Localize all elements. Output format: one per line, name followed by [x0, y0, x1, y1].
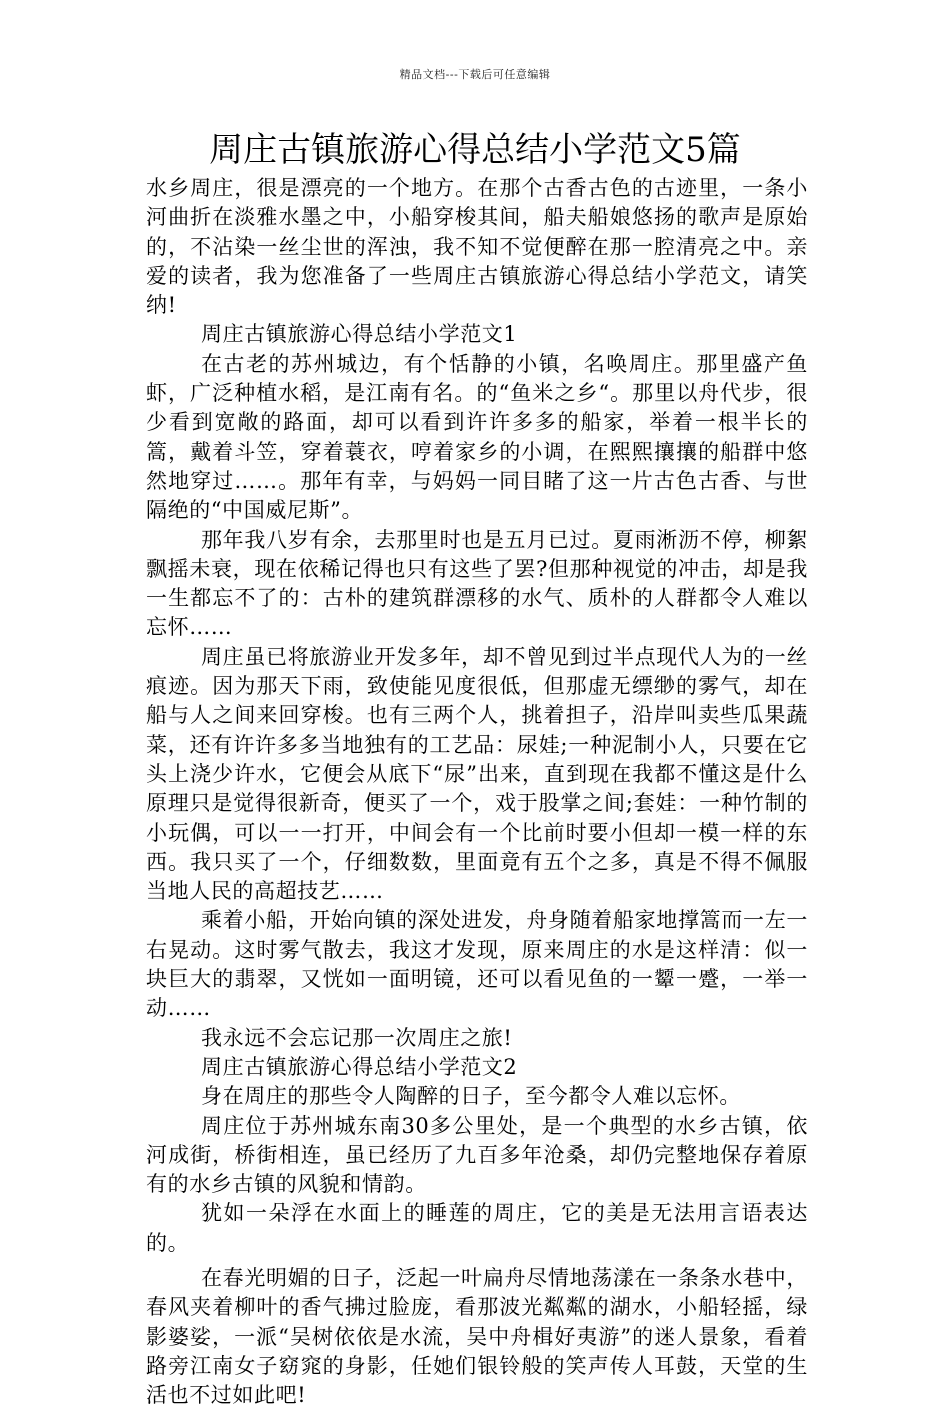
document-body	[146, 174, 808, 1410]
body-paragraph: 乘着小船，开始向镇的深处进发，舟身随着船家地撑篙而一左一右晃动。这时雾气散去，我这才发现，原来周庄的水是这样清：似一块巨大的翡翠，又恍如一面明镜，还可以看见鱼的一颦一蹙，一举一动……	[146, 908, 808, 1021]
document-title: 周庄古镇旅游心得总结小学范文5篇	[209, 130, 741, 170]
body-paragraph: 我永远不会忘记那一次周庄之旅!	[201, 1025, 513, 1050]
body-paragraph: 周庄位于苏州城东南30多公里处，是一个典型的水乡古镇，依河成街，桥街相连，虽已经历了九百多年沧桑，却仍完整地保存着原有的水乡古镇的风貌和情韵。	[146, 1113, 808, 1197]
body-paragraph: 在春光明媚的日子，泛起一叶扁舟尽情地荡漾在一条条水巷中，春风夹着柳叶的香气拂过脸庞，看那波光粼粼的湖水，小船轻摇，绿影婆娑，一派“吴树依依是水流，吴中舟楫好夷游”的迷人景象，看着路旁江南女子窈窕的身影，任她们银铃般的笑声传人耳鼓，天堂的生活也不过如此吧!	[146, 1265, 808, 1408]
body-paragraph: 周庄虽已将旅游业开发多年，却不曾见到过半点现代人为的一丝痕迹。因为那天下雨，致使能见度很低，但那虚无缥缈的雾气，却在船与人之间来回穿梭。也有三两个人，挑着担子，沿岸叫卖些瓜果蔬菜，还有许许多多当地独有的工艺品：尿娃;一种泥制小人，只要在它头上浇少许水，它便会从底下“尿”出来，直到现在我都不懂这是什么原理只是觉得很新奇，便买了一个，戏于股掌之间;套娃：一种竹制的小玩偶，可以一一打开，中间会有一个比前时要小但却一模一样的东西。我只买了一个，仔细数数，里面竟有五个之多，真是不得不佩服当地人民的高超技艺……	[146, 644, 808, 904]
intro-paragraph: 水乡周庄，很是漂亮的一个地方。在那个古香古色的古迹里，一条小河曲折在淡雅水墨之中，小船穿梭其间，船夫船娘悠扬的歌声是原始的，不沾染一丝尘世的浑浊，我不知不觉便醉在那一腔清亮之中。亲爱的读者，我为您准备了一些周庄古镇旅游心得总结小学范文，请笑纳!	[146, 176, 808, 318]
body-paragraph: 身在周庄的那些令人陶醉的日子，至今都令人难以忘怀。	[201, 1084, 741, 1109]
body-paragraph: 犹如一朵浮在水面上的睡莲的周庄，它的美是无法用言语表达的。	[146, 1201, 808, 1255]
body-paragraph: 在古老的苏州城边，有个恬静的小镇，名唤周庄。那里盛产鱼虾，广泛种植水稻，是江南有名。的“鱼米之乡“。那里以舟代步，很少看到宽敞的路面，却可以看到许许多多的船家，举着一根半长的篙，戴着斗笠，穿着蓑衣，哼着家乡的小调，在熙熙攘攘的船群中悠然地穿过……。那年有幸，与妈妈一同目睹了这一片古色古香、与世隔绝的“中国威尼斯”。	[146, 351, 808, 523]
section-heading-2: 周庄古镇旅游心得总结小学范文2	[201, 1054, 518, 1079]
section-heading-1: 周庄古镇旅游心得总结小学范文1	[201, 322, 518, 347]
header-note: 精品文档---下载后可任意编辑	[399, 68, 551, 81]
body-paragraph: 那年我八岁有余，去那里时也是五月已过。夏雨淅沥不停，柳絮飘摇未衰，现在依稀记得也只有这些了罢?但那种视觉的冲击，却是我一生都忘不了的：古朴的建筑群漂移的水气、质朴的人群都令人难以忘怀……	[146, 527, 808, 640]
